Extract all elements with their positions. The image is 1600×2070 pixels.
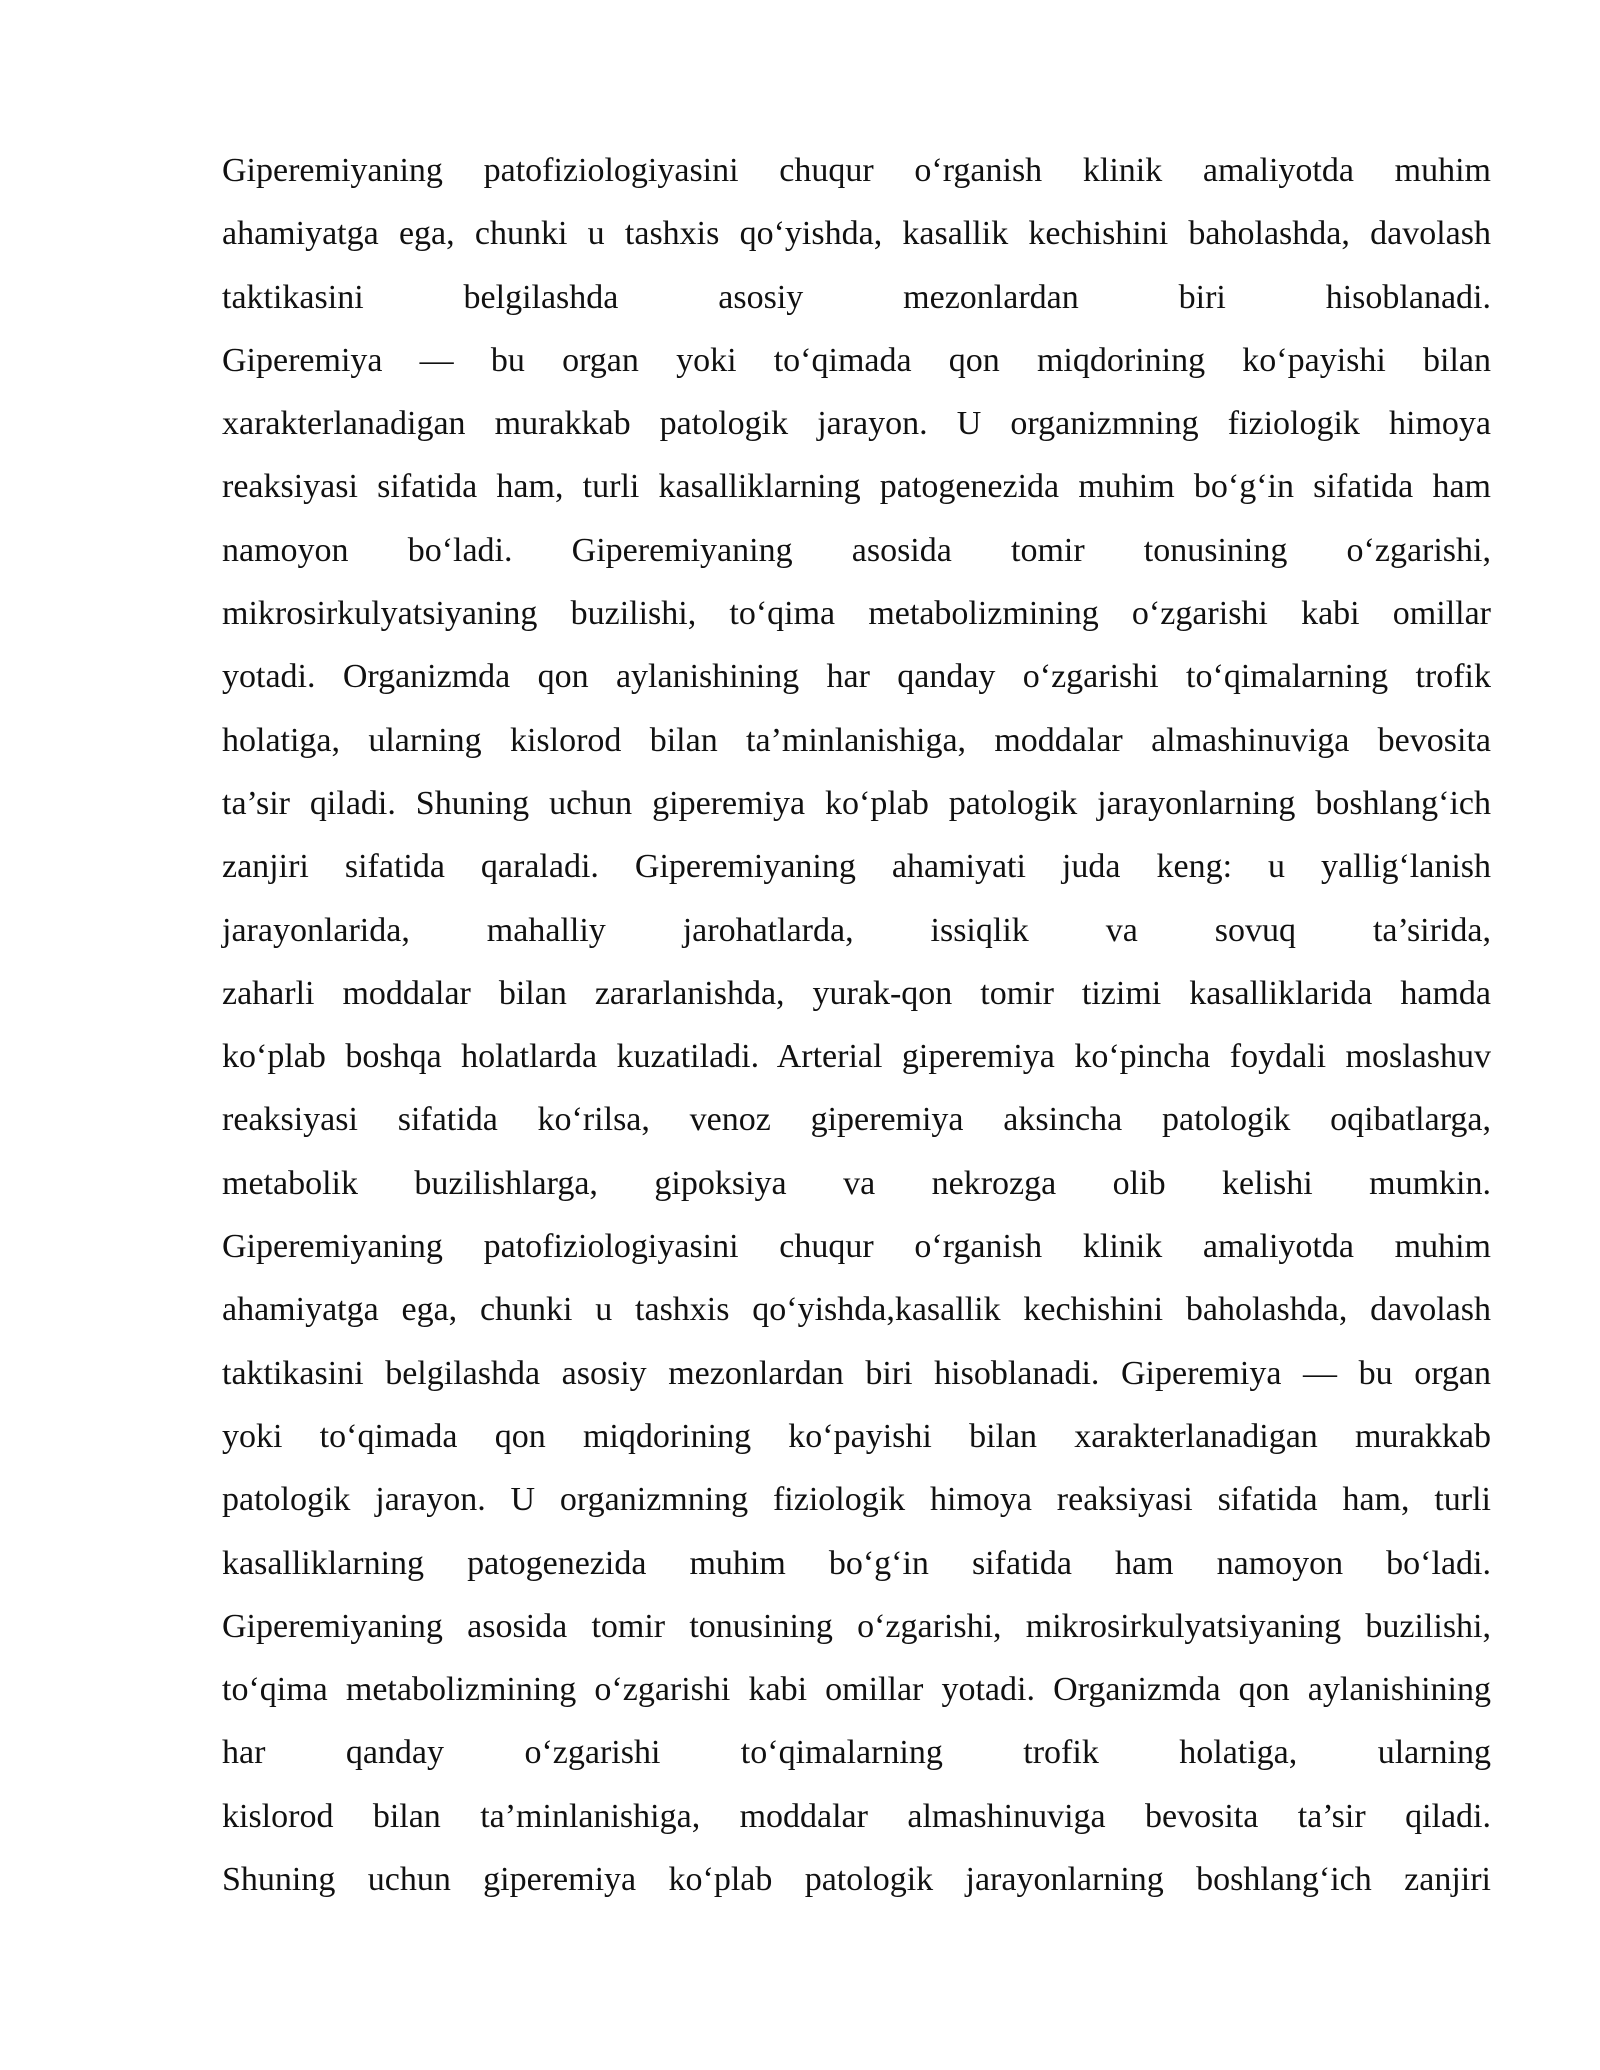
text-line: Giperemiyaning asosida tomir tonusining oʻzgarishi, mikrosirkulyatsiyaning buzilishi, — [222, 1607, 1491, 1645]
text-line: ahamiyatga ega, chunki u tashxis qoʻyishda, kasallik kechishini baholashda, davolash — [222, 215, 1491, 253]
text-line: patologik jarayon. U organizmning fiziologik himoya reaksiyasi sifatida ham, turli — [222, 1481, 1491, 1519]
text-line: zanjiri sifatida qaraladi. Giperemiyaning ahamiyati juda keng: u yalligʻlanish — [222, 848, 1491, 886]
text-line: metabolik buzilishlarga, gipoksiya va nekrozga olib kelishi mumkin. — [222, 1164, 1491, 1202]
text-line: ahamiyatga ega, chunki u tashxis qoʻyishda,kasallik kechishini baholashda, davolash — [222, 1291, 1491, 1329]
text-line: koʻplab boshqa holatlarda kuzatiladi. Arterial giperemiya koʻpincha foydali moslashuv — [222, 1038, 1491, 1076]
text-line: xarakterlanadigan murakkab patologik jarayon. U organizmning fiziologik himoya — [222, 405, 1491, 443]
text-line: holatiga, ularning kislorod bilan ta’minlanishiga, moddalar almashinuviga bevosita — [222, 721, 1491, 759]
text-line: zaharli moddalar bilan zararlanishda, yurak-qon tomir tizimi kasalliklarida hamda — [222, 974, 1491, 1012]
text-line: taktikasini belgilashda asosiy mezonlardan biri hisoblanadi. Giperemiya — bu organ — [222, 1354, 1491, 1392]
text-line: Giperemiya — bu organ yoki toʻqimada qon miqdorining koʻpayishi bilan — [222, 341, 1491, 379]
text-line: yoki toʻqimada qon miqdorining koʻpayishi bilan xarakterlanadigan murakkab — [222, 1417, 1491, 1455]
text-line: ta’sir qiladi. Shuning uchun giperemiya koʻplab patologik jarayonlarning boshlangʻich — [222, 784, 1491, 822]
body-text — [222, 139, 1491, 1911]
text-line: kasalliklarning patogenezida muhim boʻgʻin sifatida ham namoyon boʻladi. — [222, 1544, 1491, 1582]
text-line: Giperemiyaning patofiziologiyasini chuqur oʻrganish klinik amaliyotda muhim — [222, 1228, 1491, 1266]
text-line: jarayonlarida, mahalliy jarohatlarda, issiqlik va sovuq ta’sirida, — [222, 911, 1491, 949]
text-line: reaksiyasi sifatida koʻrilsa, venoz giperemiya aksincha patologik oqibatlarga, — [222, 1101, 1491, 1139]
text-line: Shuning uchun giperemiya koʻplab patologik jarayonlarning boshlangʻich zanjiri — [222, 1861, 1491, 1899]
text-line: har qanday oʻzgarishi toʻqimalarning trofik holatiga, ularning — [222, 1734, 1491, 1772]
text-line: mikrosirkulyatsiyaning buzilishi, toʻqima metabolizmining oʻzgarishi kabi omillar — [222, 595, 1491, 633]
text-line: toʻqima metabolizmining oʻzgarishi kabi omillar yotadi. Organizmda qon aylanishining — [222, 1671, 1491, 1709]
text-line: yotadi. Organizmda qon aylanishining har qanday oʻzgarishi toʻqimalarning trofik — [222, 658, 1491, 696]
text-line: reaksiyasi sifatida ham, turli kasalliklarning patogenezida muhim boʻgʻin sifatida ham — [222, 468, 1491, 506]
text-line: kislorod bilan ta’minlanishiga, moddalar almashinuviga bevosita ta’sir qiladi. — [222, 1797, 1491, 1835]
text-line: namoyon boʻladi. Giperemiyaning asosida tomir tonusining oʻzgarishi, — [222, 531, 1491, 569]
text-line: Giperemiyaning patofiziologiyasini chuqur oʻrganish klinik amaliyotda muhim — [222, 152, 1491, 189]
text-line: taktikasini belgilashda asosiy mezonlardan biri hisoblanadi. — [222, 278, 1491, 316]
